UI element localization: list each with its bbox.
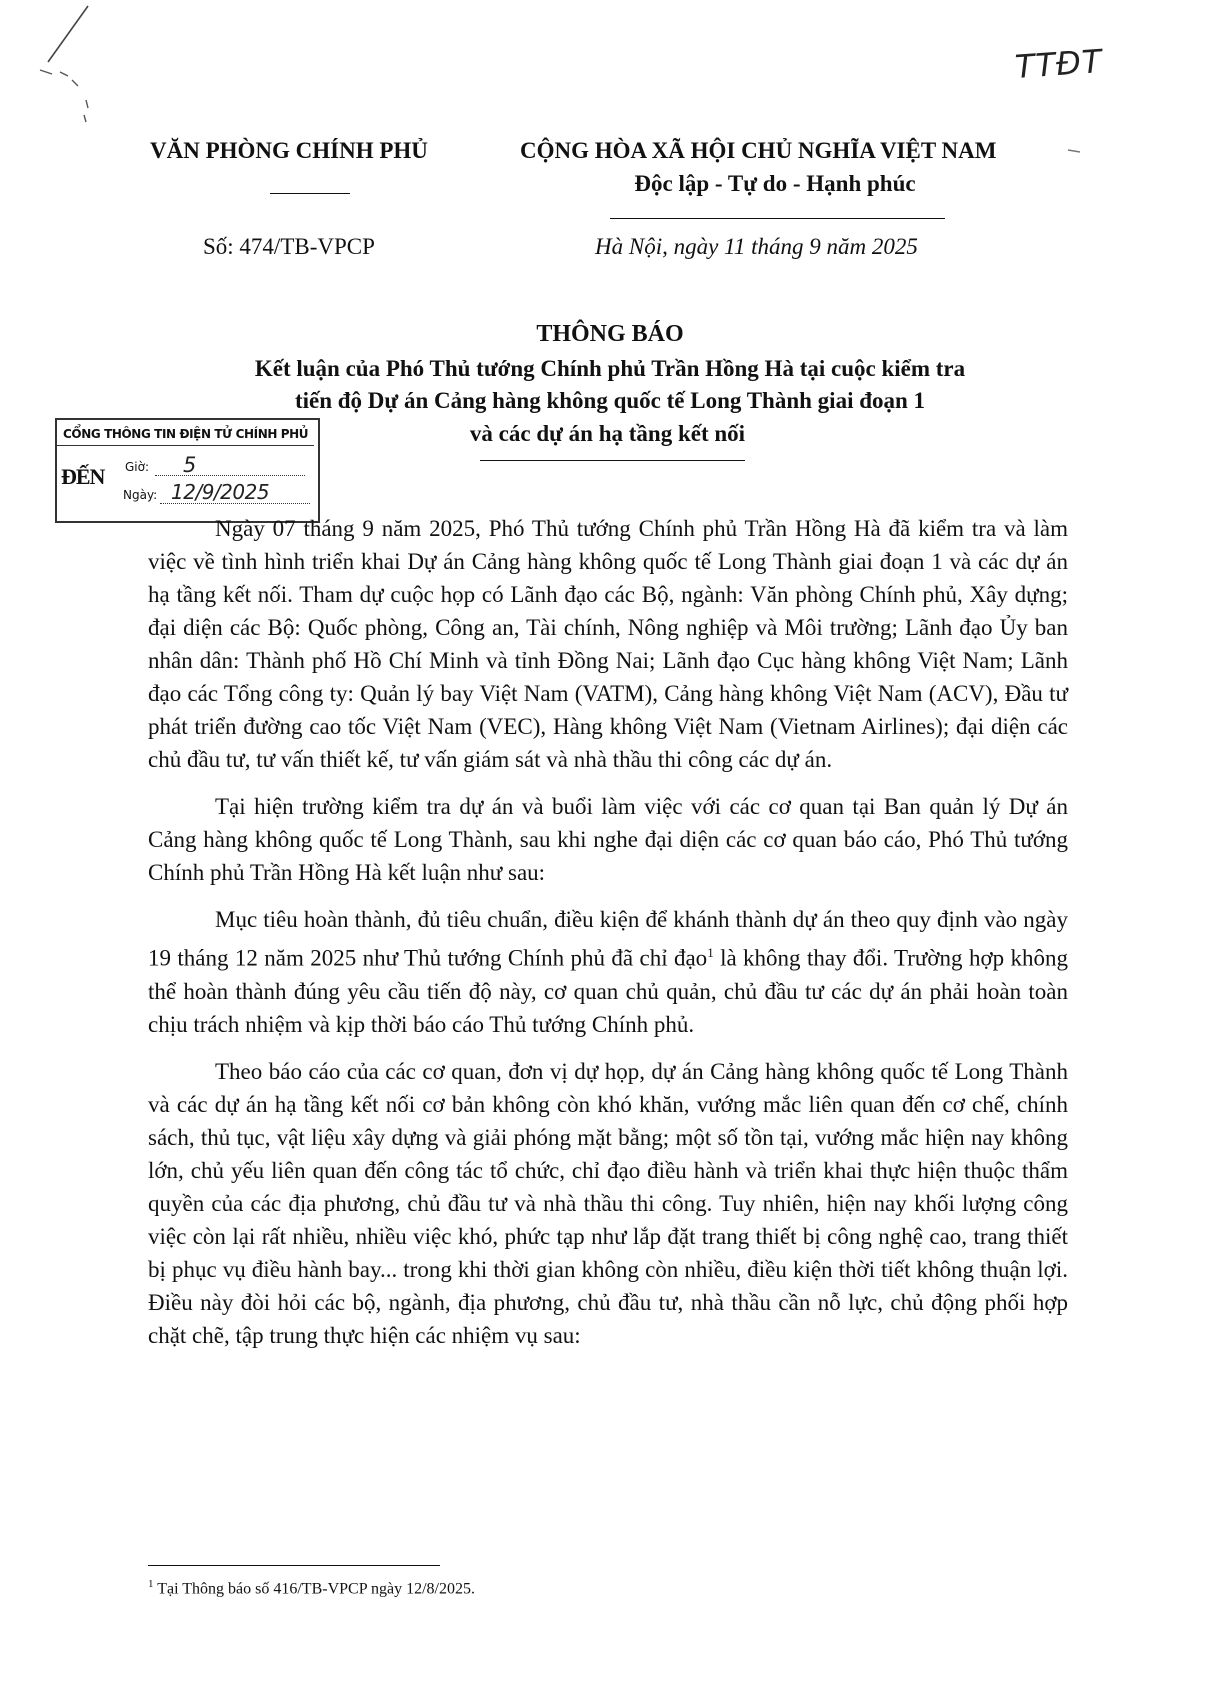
- motto-underline: [610, 218, 945, 219]
- stamp-header: CỔNG THÔNG TIN ĐIỆN TỬ CHÍNH PHỦ: [57, 422, 314, 446]
- document-title: THÔNG BÁO: [536, 321, 684, 347]
- stamp-label: ĐẾN: [61, 464, 105, 489]
- place-date: Hà Nội, ngày 11 tháng 9 năm 2025: [595, 234, 918, 259]
- received-stamp: [55, 418, 320, 523]
- document-body: [148, 512, 1068, 1366]
- paragraph-3: [148, 903, 1068, 1041]
- stamp-hour-line: [155, 475, 305, 476]
- agency-underline: [270, 193, 350, 194]
- footnote-separator: [148, 1565, 440, 1566]
- document-subtitle-line-2: tiến độ Dự án Cảng hàng không quốc tế Long Thành giai đoạn 1: [294, 388, 926, 413]
- paragraph-3-part-1: Mục tiêu hoàn thành, đủ tiêu chuẩn, điều kiện để khánh thành dự án theo quy định vào ngày 19 tháng 12 năm 2025 như Thủ tướng Chính phủ đã chỉ đạo: [148, 907, 1068, 971]
- footnote-text: Tại Thông báo số 416/TB-VPCP ngày 12/8/2025.: [153, 1580, 475, 1598]
- document-number: Số: 474/TB-VPCP: [203, 234, 375, 259]
- document-subtitle-line-3: và các dự án hạ tầng kết nối: [469, 421, 746, 446]
- country-name: CỘNG HÒA XÃ HỘI CHỦ NGHĨA VIỆT NAM: [520, 138, 997, 163]
- paragraph-3-part-2: là không thay đổi. Trường hợp không thể hoàn thành đúng yêu cầu tiến độ này, cơ quan chủ quản, chủ đầu tư các dự án phải hoàn toàn chịu trách nhiệm và kịp thời báo cáo Thủ tướng Chính phủ.: [148, 945, 1068, 1037]
- footnote-reference: 1: [707, 945, 714, 960]
- footnote: [148, 1578, 475, 1598]
- stamp-date-label: Ngày:: [123, 488, 158, 502]
- national-motto: Độc lập - Tự do - Hạnh phúc: [634, 171, 916, 196]
- paragraph-1: Ngày 07 tháng 9 năm 2025, Phó Thủ tướng Chính phủ Trần Hồng Hà đã kiểm tra và làm việc về tình hình triển khai Dự án Cảng hàng không quốc tế Long Thành giai đoạn 1 và các dự án hạ tầng kết nối. Tham dự cuộc họp có Lãnh đạo các Bộ, ngành: Văn phòng Chính phủ, Xây dựng; đại diện các Bộ: Quốc phòng, Công an, Tài chính, Nông nghiệp và Môi trường; Lãnh đạo Ủy ban nhân dân: Thành phố Hồ Chí Minh và tỉnh Đồng Nai; Lãnh đạo Cục hàng không Việt Nam; Lãnh đạo các Tổng công ty: Quản lý bay Việt Nam (VATM), Cảng hàng không Việt Nam (ACV), Đầu tư phát triển đường cao tốc Việt Nam (VEC), Hàng không Việt Nam (Vietnam Airlines); đại diện các chủ đầu tư, tư vấn thiết kế, tư vấn giám sát và nhà thầu thi công các dự án.: [148, 516, 1068, 772]
- handwritten-mark: TTĐT: [1013, 41, 1104, 87]
- issuing-agency: VĂN PHÒNG CHÍNH PHỦ: [150, 138, 428, 163]
- stamp-hour-value: 5: [183, 453, 197, 477]
- paragraph-2: Tại hiện trường kiểm tra dự án và buổi làm việc với các cơ quan tại Ban quản lý Dự án Cảng hàng không quốc tế Long Thành, sau khi nghe đại diện các cơ quan báo cáo, Phó Thủ tướng Chính phủ Trần Hồng Hà kết luận như sau:: [148, 794, 1068, 885]
- footnote-number: 1: [148, 1578, 154, 1590]
- stamp-date-value: 12/9/2025: [171, 480, 270, 504]
- document-subtitle-line-1: Kết luận của Phó Thủ tướng Chính phủ Trần Hồng Hà tại cuộc kiểm tra: [254, 356, 966, 381]
- subtitle-underline: [480, 460, 745, 461]
- paragraph-4: Theo báo cáo của các cơ quan, đơn vị dự họp, dự án Cảng hàng không quốc tế Long Thành và các dự án hạ tầng kết nối cơ bản không còn khó khăn, vướng mắc liên quan đến cơ chế, chính sách, thủ tục, vật liệu xây dựng và giải phóng mặt bằng; một số tồn tại, vướng mắc hiện nay không lớn, chủ yếu liên quan đến công tác tổ chức, chỉ đạo điều hành và triển khai thực hiện thuộc thẩm quyền của các địa phương, chủ đầu tư và nhà thầu thi công. Tuy nhiên, hiện nay khối lượng công việc còn lại rất nhiều, nhiều việc khó, phức tạp như lắp đặt trang thiết bị công nghệ cao, trang thiết bị phục vụ điều hành bay... trong khi thời gian không còn nhiều, điều kiện thời tiết không thuận lợi. Điều này đòi hỏi các bộ, ngành, địa phương, chủ đầu tư, nhà thầu cần nỗ lực, chủ động phối hợp chặt chẽ, tập trung thực hiện các nhiệm vụ sau:: [148, 1058, 1068, 1348]
- stamp-hour-label: Giờ:: [125, 460, 150, 474]
